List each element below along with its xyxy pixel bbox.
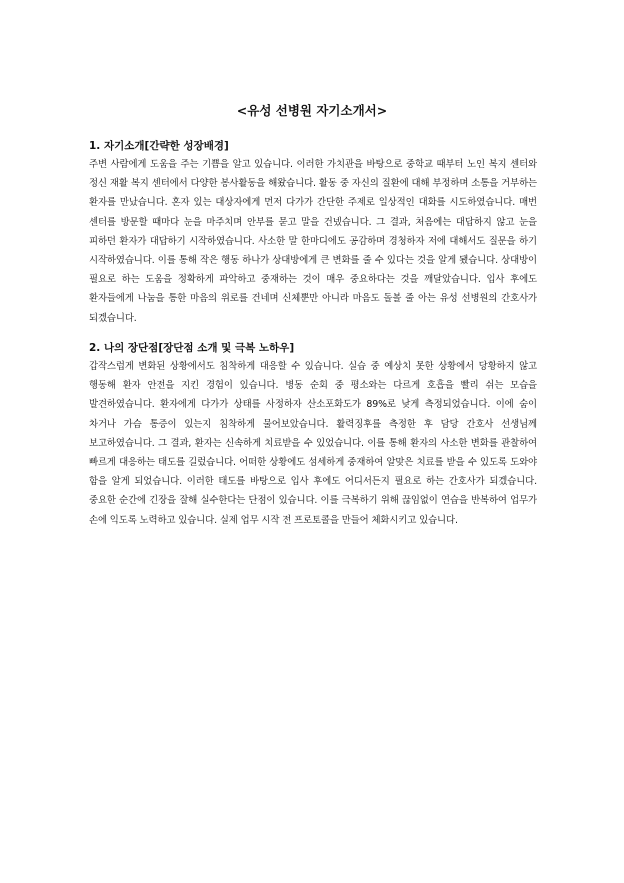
section-strengths-weaknesses bbox=[89, 341, 537, 530]
section-body: 주변 사람에게 도움을 주는 기쁨을 알고 있습니다. 이러한 가치관을 바탕으로 중학교 때부터 노인 복지 센터와 정신 재활 복지 센터에서 다양한 봉사활동을 해왔습니다. 활동 중 자신의 질환에 대해 부정하며 소통을 거부하는 환자를 만났습니다. 혼자 있는 대상자에게 먼저 다가가 간단한 주제로 일상적인 대화를 시도하였습니다. 매번 센터를 방문할 때마다 눈을 마주치며 안부를 묻고 말을 건넸습니다. 그 결과, 처음에는 대답하지 않고 눈을 피하던 환자가 대답하기 시작하였습니다. 사소한 말 한마디에도 공감하며 경청하자 저에 대해서도 질문을 하기 시작하였습니다. 이를 통해 작은 행동 하나가 상대방에게 큰 변화를 줄 수 있다는 것을 알게 됐습니다. 상대방이 필요로 하는 도움을 정확하게 파악하고 중재하는 것이 매우 중요하다는 것을 깨달았습니다. 입사 후에도 환자들에게 나눔을 통한 마음의 위로를 건네며 신체뿐만 아니라 마음도 돌볼 줄 아는 유성 선병원의 간호사가 되겠습니다. bbox=[89, 159, 537, 324]
section-body: 갑작스럽게 변화된 상황에서도 침착하게 대응할 수 있습니다. 실습 중 예상치 못한 상황에서 당황하지 않고 행동해 환자 안전을 지킨 경험이 있습니다. 병동 순회 중 평소와는 다르게 호흡을 빨리 쉬는 모습을 발견하였습니다. 환자에게 다가가 상태를 사정하자 산소포화도가 89%로 낮게 측정되었습니다. 이에 숨이 차거나 가슴 통증이 있는지 침착하게 물어보았습니다. 활력징후를 측정한 후 담당 간호사 선생님께 보고하였습니다. 그 결과, 환자는 신속하게 치료받을 수 있었습니다. 이를 통해 환자의 사소한 변화를 관찰하여 빠르게 대응하는 태도를 길렀습니다. 어떠한 상황에도 섬세하게 중재하여 알맞은 치료를 받을 수 있도록 도와야 함을 알게 되었습니다. 이러한 태도를 바탕으로 입사 후에도 어디서든지 필요로 하는 간호사가 되겠습니다. 중요한 순간에 긴장을 잘해 실수한다는 단점이 있습니다. 이를 극복하기 위해 끊임없이 연습을 반복하여 업무가 손에 익도록 노력하고 있습니다. 실제 업무 시작 전 프로토콜을 만들어 체화시키고 있습니다. bbox=[89, 361, 537, 526]
section-self-introduction bbox=[89, 139, 537, 328]
section-heading: 2. 나의 장단점[장단점 소개 및 극복 노하우] bbox=[89, 342, 295, 354]
document-title: <유성 선병원 자기소개서> bbox=[236, 103, 388, 118]
section-heading: 1. 자기소개[간략한 성장배경] bbox=[89, 140, 229, 152]
